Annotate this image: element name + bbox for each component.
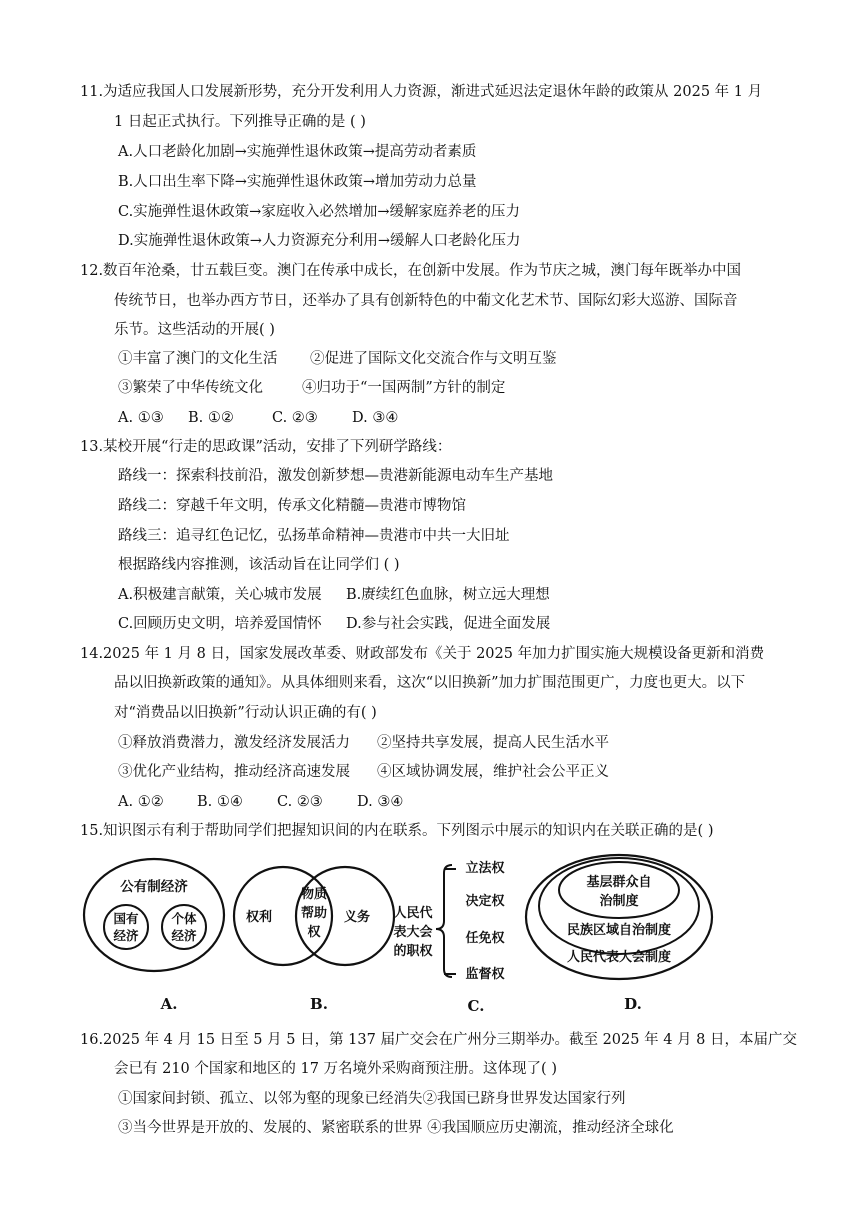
q13-route-1: 路线一：探索科技前沿，激发创新梦想—贵港新能源电动车生产基地 [118, 468, 553, 484]
q16-items-line2: ③当今世界是开放的、发展的、紧密联系的世界 ④我国顺应历史潮流，推动经济全球化 [118, 1120, 674, 1136]
diagram-a-right-label-2: 经济 [171, 928, 197, 943]
q14-choice-b: B. ①④ [197, 794, 243, 810]
q13-stem-line2: 根据路线内容推测，该活动旨在让同学们 ( ) [118, 557, 400, 573]
q14-choice-c: C. ②③ [277, 794, 323, 810]
diagram-a-left-label-1: 国有 [113, 911, 139, 926]
diagram-c-letter: C. [467, 997, 485, 1015]
q13-option-d: D.参与社会实践，促进全面发展 [346, 616, 551, 632]
diagram-b-left-label: 权利 [245, 910, 273, 925]
diagram-c-item-3: 任免权 [465, 931, 505, 946]
diagram-a-outer-label: 公有制经济 [120, 879, 188, 895]
diagram-b-mid-label-3: 权 [307, 925, 321, 940]
q11-stem-line2: 1 日起正式执行。下列推导正确的是 ( ) [114, 114, 366, 130]
q11-option-a: A.人口老龄化加剧→实施弹性退休政策→提高劳动者素质 [118, 144, 477, 160]
q12-stem-line1: 12.数百年沧桑，廿五载巨变。澳门在传承中成长，在创新中发展。作为节庆之城，澳门每年既举办中国 [80, 263, 742, 279]
q13-stem-line1: 13.某校开展“行走的思政课”活动，安排了下列研学路线： [80, 439, 452, 455]
diagram-d-letter: D. [624, 995, 642, 1013]
diagram-d-inner-label-1: 基层群众自 [586, 875, 652, 890]
diagram-d-outer-label: 人民代表大会制度 [566, 950, 672, 965]
q13-route-2: 路线二：穿越千年文明，传承文化精髓—贵港市博物馆 [118, 498, 466, 514]
q14-choice-d: D. ③④ [357, 794, 404, 810]
diagram-b-mid-label-2: 帮助 [300, 906, 328, 921]
diagram-b [234, 867, 394, 1013]
diagram-d-middle-label: 民族区域自治制度 [566, 923, 672, 938]
q11-option-d: D.实施弹性退休政策→人力资源充分利用→缓解人口老龄化压力 [118, 233, 521, 249]
q16-stem-line2: 会已有 210 个国家和地区的 17 万名境外采购商预注册。这体现了( ) [114, 1061, 557, 1077]
q14-stem-line2: 品以旧换新政策的通知》。从具体细则来看，这次“以旧换新”加力扩围范围更广，力度也更大。以下 [114, 675, 746, 691]
diagram-c-item-2: 决定权 [465, 894, 505, 909]
q14-stem-line1: 14.2025 年 1 月 8 日，国家发展改革委、财政部发布《关于 2025 年加力扩围实施大规模设备更新和消费 [80, 646, 765, 662]
diagram-d-inner-label-2: 治制度 [599, 894, 639, 909]
q14-item-2: ②坚持共享发展，提高人民生活水平 [377, 735, 609, 751]
diagram-c-head-1: 人民代 [393, 906, 433, 921]
q11-stem-line1: 11.为适应我国人口发展新形势，充分开发利用人力资源，渐进式延迟法定退休年龄的政策从 2025 年 1 月 [80, 84, 763, 100]
q14-choice-a: A. ①② [118, 794, 164, 810]
q16-stem-line1: 16.2025 年 4 月 15 日至 5 月 5 日，第 137 届广交会在广州分三期举办。截至 2025 年 4 月 8 日，本届广交 [80, 1032, 797, 1048]
q12-choice-c: C. ②③ [272, 410, 318, 426]
diagram-c-item-1: 立法权 [465, 861, 505, 876]
diagram-c [393, 860, 505, 1015]
q13-option-a: A.积极建言献策，关心城市发展 [118, 587, 322, 603]
diagram-b-mid-label-1: 物质 [300, 887, 328, 902]
diagram-c-item-4: 监督权 [465, 967, 505, 982]
q13-route-3: 路线三：追寻红色记忆，弘扬革命精神—贵港市中共一大旧址 [118, 528, 510, 544]
diagram-c-head-3: 的职权 [393, 944, 433, 959]
q14-item-4: ④区域协调发展，维护社会公平正义 [377, 764, 609, 780]
q12-item-2: ②促进了国际文化交流合作与文明互鉴 [310, 351, 557, 367]
q12-item-3: ③繁荣了中华传统文化 [118, 380, 263, 396]
q16-items-line1: ①国家间封锁、孤立、以邻为壑的现象已经消失②我国已跻身世界发达国家行列 [118, 1091, 626, 1107]
q12-choice-a: A. ①③ [118, 410, 164, 426]
q12-item-1: ①丰富了澳门的文化生活 [118, 351, 278, 367]
diagram-b-right-label: 义务 [343, 910, 371, 925]
diagram-a-left-label-2: 经济 [113, 928, 139, 943]
q12-choice-b: B. ①② [188, 410, 234, 426]
diagram-d [526, 855, 712, 1013]
diagram-a-right-label-1: 个体 [171, 911, 197, 926]
q13-option-b: B.赓续红色血脉，树立远大理想 [346, 587, 550, 603]
diagram-a [84, 859, 224, 1013]
q15-diagrams [0, 845, 860, 1020]
q11-option-b: B.人口出生率下降→实施弹性退休政策→增加劳动力总量 [118, 174, 477, 190]
q11-option-c: C.实施弹性退休政策→家庭收入必然增加→缓解家庭养老的压力 [118, 204, 520, 220]
q15-stem: 15.知识图示有利于帮助同学们把握知识间的内在联系。下列图示中展示的知识内在关联正确的是( ) [80, 823, 714, 839]
q14-item-1: ①释放消费潜力，激发经济发展活力 [118, 735, 350, 751]
q14-stem-line3: 对“消费品以旧换新”行动认识正确的有( ) [114, 705, 377, 721]
q14-item-3: ③优化产业结构，推动经济高速发展 [118, 764, 350, 780]
diagram-c-head-2: 表大会 [393, 925, 433, 940]
diagram-b-letter: B. [310, 995, 328, 1013]
q13-option-c: C.回顾历史文明，培养爱国情怀 [118, 616, 322, 632]
q12-stem-line3: 乐节。这些活动的开展( ) [114, 322, 275, 338]
q12-stem-line2: 传统节日，也举办西方节日，还举办了具有创新特色的中葡文化艺术节、国际幻彩大巡游、国际音 [114, 293, 738, 309]
q12-item-4: ④归功于“一国两制”方针的制定 [302, 380, 506, 396]
diagram-a-letter: A. [160, 995, 178, 1013]
q12-choice-d: D. ③④ [352, 410, 399, 426]
